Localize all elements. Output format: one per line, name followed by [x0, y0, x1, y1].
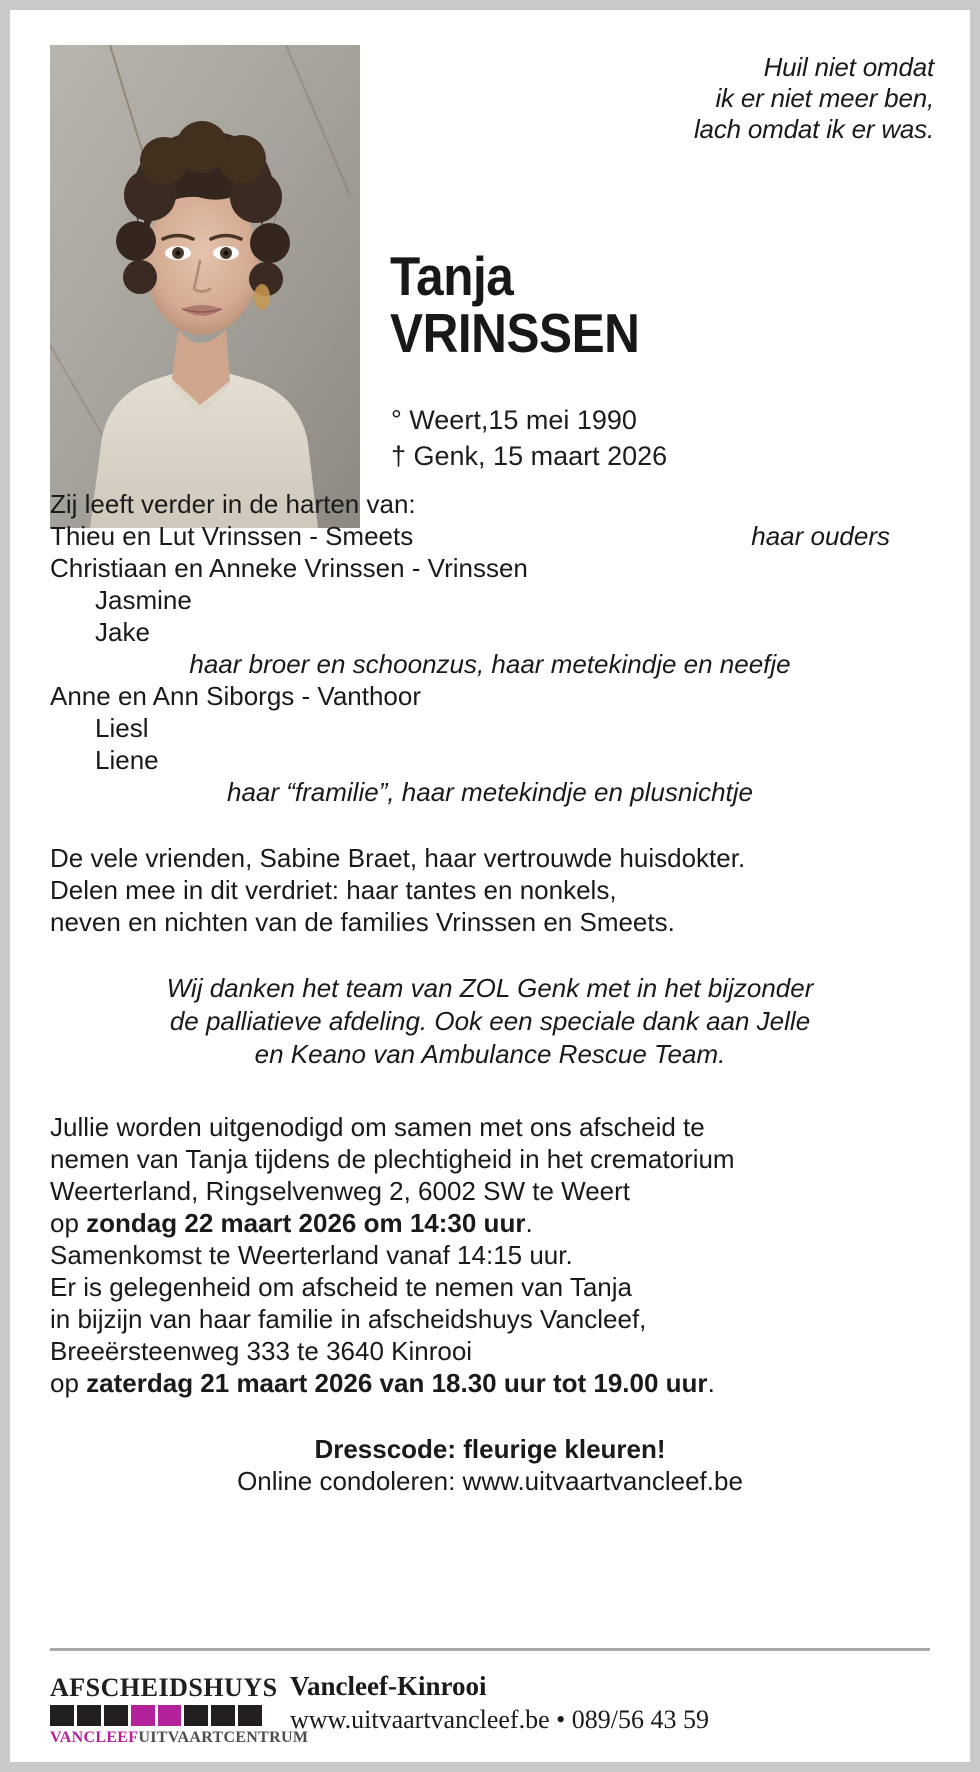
ceremony-line-1: Jullie worden uitgenodigd om samen met ons afscheid te — [50, 1112, 705, 1142]
quote-line-2: ik er niet meer ben, — [715, 83, 934, 113]
mourners-line-2: Delen mee in dit verdriet: haar tantes en nonkels, — [50, 875, 617, 905]
logo-square-4 — [131, 1705, 155, 1726]
ceremony-line-4 — [50, 1207, 930, 1239]
dresscode-note: Dresscode: fleurige kleuren! — [314, 1434, 666, 1464]
survivors-section — [50, 488, 930, 808]
framilie-child-1: Liesl — [95, 713, 149, 743]
logo-vancleef-text: VANCLEEF — [50, 1729, 139, 1746]
portrait-photo — [50, 45, 360, 528]
logo-square-5 — [158, 1705, 182, 1726]
thanks-section — [50, 972, 930, 1071]
condolences-note: Online condoleren: www.uitvaartvancleef.be — [237, 1466, 743, 1496]
ceremony-line-6: Er is gelegenheid om afscheid te nemen van Tanja — [50, 1272, 633, 1302]
birth-date: ° Weert,15 mei 1990 — [391, 405, 637, 435]
parents-row — [50, 520, 930, 552]
parents-role: haar ouders — [751, 521, 890, 551]
ceremony-line-9-suffix: . — [707, 1368, 715, 1398]
life-dates — [391, 402, 667, 474]
footer-divider — [50, 1648, 930, 1651]
death-date: † Genk, 15 maart 2026 — [391, 441, 668, 471]
ceremony-line-9-prefix: op — [50, 1368, 87, 1398]
thanks-line-3: en Keano van Ambulance Rescue Team. — [254, 1039, 726, 1069]
deceased-name — [390, 245, 950, 364]
ceremony-line-4-suffix: . — [525, 1208, 533, 1238]
ceremony-line-2: nemen van Tanja tijdens de plechtigheid in het crematorium — [50, 1144, 735, 1174]
logo-uitvaartcentrum-text: UITVAARTCENTRUM — [138, 1729, 309, 1746]
card-footer — [50, 1670, 930, 1747]
quote-line-3: lach omdat ik er was. — [693, 114, 934, 144]
mourners-line-1: De vele vrienden, Sabine Braet, haar vertrouwde huisdokter. — [50, 843, 746, 873]
ceremony-line-7: in bijzijn van haar familie in afscheidshuys Vancleef, — [50, 1304, 647, 1334]
logo-wordmark-top: AFSCHEIDSHUYS — [50, 1673, 278, 1702]
logo-square-1 — [50, 1705, 74, 1726]
logo-wordmark-bottom — [50, 1729, 309, 1747]
family-name: VRINSSEN — [390, 302, 640, 364]
ceremony-line-4-prefix: op — [50, 1208, 87, 1238]
framilie-role: haar “framilie”, haar metekindje en plusnichtje — [226, 777, 754, 807]
framilie-child-2: Liene — [95, 745, 159, 775]
ceremony-line-9 — [50, 1367, 930, 1399]
spacer-4 — [50, 1399, 930, 1433]
brother-child-1: Jasmine — [95, 585, 192, 615]
ceremony-line-5: Samenkomst te Weerterland vanaf 14:15 uur. — [50, 1240, 573, 1270]
card-body — [10, 488, 970, 1497]
spacer-2 — [50, 938, 930, 972]
thanks-line-1: Wij danken het team van ZOL Genk met in het bijzonder — [166, 973, 814, 1003]
given-name: Tanja — [390, 245, 514, 307]
footer-contact — [290, 1670, 709, 1736]
brother-child-2: Jake — [95, 617, 150, 647]
ceremony-line-3: Weerterland, Ringselvenweg 2, 6002 SW te Weert — [50, 1176, 630, 1206]
logo-square-3 — [104, 1705, 128, 1726]
memorial-quote — [504, 52, 934, 145]
quote-line-1: Huil niet omdat — [763, 52, 934, 82]
logo-square-2 — [77, 1705, 101, 1726]
logo-square-7 — [211, 1705, 235, 1726]
framilie-couple: Anne en Ann Siborgs - Vanthoor — [50, 681, 421, 711]
spacer-1 — [50, 808, 930, 842]
logo-square-6 — [184, 1705, 208, 1726]
ceremony-datetime-primary: zondag 22 maart 2026 om 14:30 uur — [86, 1208, 526, 1238]
spacer-3 — [50, 1071, 930, 1111]
ceremony-section — [50, 1111, 930, 1399]
logo-square-8 — [238, 1705, 262, 1726]
card-header — [10, 10, 970, 480]
portrait-image — [50, 45, 360, 528]
logo-squares-icon — [50, 1705, 262, 1726]
brother-couple: Christiaan en Anneke Vrinssen - Vrinssen — [50, 553, 528, 583]
footer-contact-line: www.uitvaartvancleef.be • 089/56 43 59 — [290, 1705, 709, 1734]
ceremony-line-8: Breeërsteenweg 333 te 3640 Kinrooi — [50, 1336, 473, 1366]
survivors-intro: Zij leeft verder in de harten van: — [50, 489, 416, 519]
thanks-line-2: de palliatieve afdeling. Ook een speciale dank aan Jelle — [169, 1006, 811, 1036]
mourners-line-3: neven en nichten van de families Vrinssen en Smeets. — [50, 907, 675, 937]
footer-company-name: Vancleef-Kinrooi — [290, 1671, 487, 1701]
parents-names: Thieu en Lut Vrinssen - Smeets — [50, 521, 414, 551]
brother-role: haar broer en schoonzus, haar metekindje en neefje — [189, 649, 791, 679]
memorial-card — [10, 10, 970, 1762]
mourners-section — [50, 842, 930, 938]
ceremony-datetime-secondary: zaterdag 21 maart 2026 van 18.30 uur tot 19.00 uur — [86, 1368, 708, 1398]
afscheidshuys-vancleef-logo — [50, 1670, 309, 1747]
